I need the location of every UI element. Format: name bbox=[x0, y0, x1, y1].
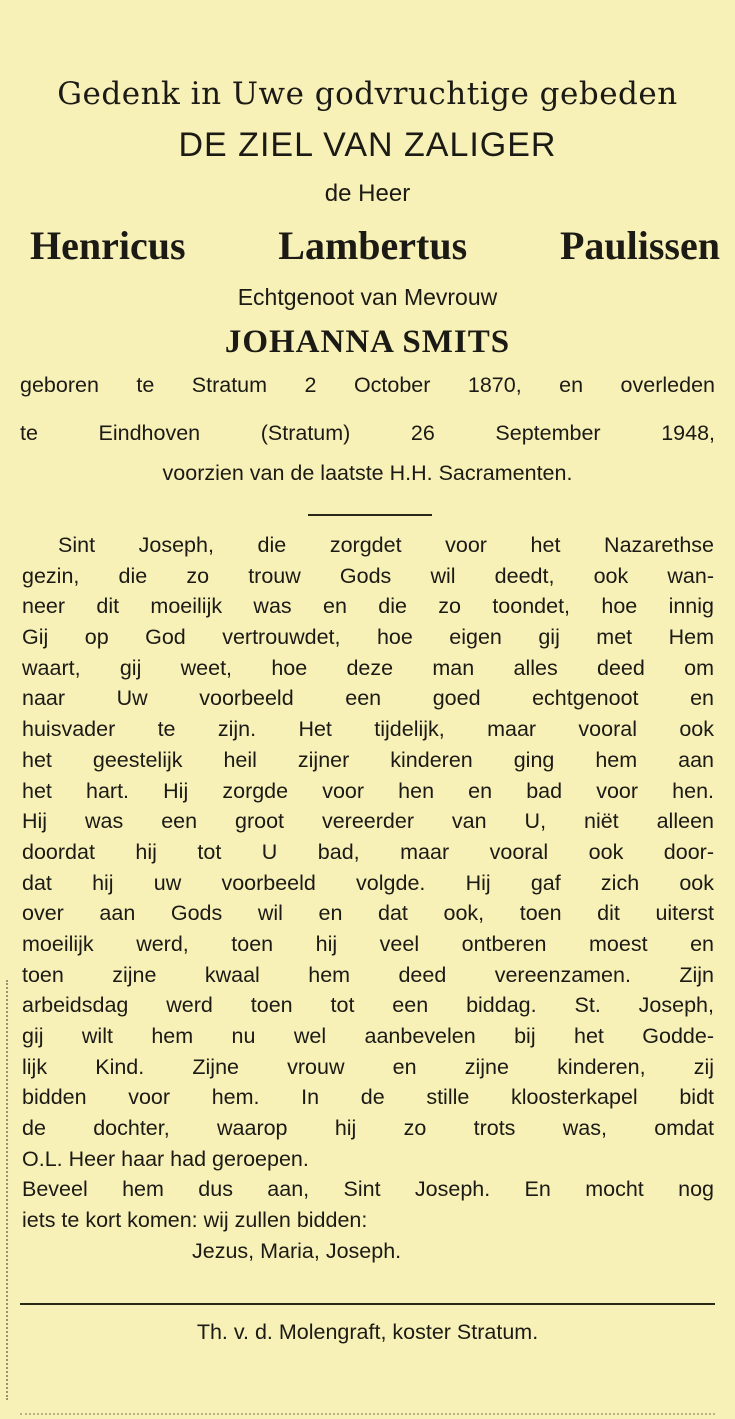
title-de-heer: de Heer bbox=[324, 180, 411, 207]
opening-line: Gedenk in Uwe godvruchtige gebeden bbox=[57, 76, 678, 112]
prayer-line: lijk Kind. Zijne vrouw en zijne kinderen, zij bbox=[22, 1054, 714, 1079]
footer-divider bbox=[20, 1303, 715, 1305]
bio-line-1: geboren te Stratum 2 October 1870, en overleden bbox=[20, 373, 715, 397]
prayer-line: het hart. Hij zorgde voor hen en bad voor hen. bbox=[22, 778, 714, 803]
spouse-name: JOHANNA SMITS bbox=[224, 324, 511, 360]
prayer-line: over aan Gods wil en dat ook, toen dit uiterst bbox=[22, 901, 714, 926]
prayer-line: het geestelijk heil zijner kinderen ging hem aan bbox=[22, 747, 714, 772]
prayer-line: Sint Joseph, die zorgdet voor het Nazarethse bbox=[58, 533, 714, 557]
prayer-closing-line: Jezus, Maria, Joseph. bbox=[192, 1238, 402, 1263]
prayer-line: bidden voor hem. In de stille kloosterkapel bidt bbox=[22, 1085, 714, 1110]
prayer-line: de dochter, waarop hij zo trots was, omdat bbox=[22, 1116, 714, 1141]
bio-line-2: te Eindhoven (Stratum) 26 September 1948, bbox=[20, 421, 715, 445]
printer-credit: Th. v. d. Molengraft, koster Stratum. bbox=[196, 1320, 539, 1344]
prayer-line: huisvader te zijn. Het tijdelijk, maar vooral ook bbox=[22, 717, 714, 742]
prayer-line: arbeidsdag werd toen tot een biddag. St. Joseph, bbox=[22, 993, 714, 1018]
prayer-line: Beveel hem dus aan, Sint Joseph. En mocht nog bbox=[22, 1177, 714, 1202]
prayer-line: waart, gij weet, hoe deze man alles deed om bbox=[22, 655, 714, 680]
card-edge-bottom bbox=[20, 1413, 715, 1415]
prayer-line: Hij was een groot vereerder van U, niët alleen bbox=[22, 809, 714, 834]
bio-line-3: voorzien van de laatste H.H. Sacramenten. bbox=[162, 461, 573, 485]
prayer-line: O.L. Heer haar had geroepen. bbox=[22, 1146, 309, 1171]
prayer-line: naar Uw voorbeeld een goed echtgenoot en bbox=[22, 686, 714, 711]
prayer-line: toen zijne kwaal hem deed vereenzamen. Zijn bbox=[22, 962, 714, 987]
prayer-text bbox=[22, 530, 714, 1267]
section-divider bbox=[308, 514, 432, 516]
prayer-line: neer dit moeilijk was en die zo toondet, hoe innig bbox=[22, 594, 714, 619]
prayer-line: dat hij uw voorbeeld volgde. Hij gaf zich ook bbox=[22, 870, 714, 895]
deceased-name: Henricus Lambertus Paulissen bbox=[30, 223, 720, 268]
prayer-line: gezin, die zo trouw Gods wil deedt, ook wan- bbox=[22, 563, 714, 588]
prayer-line: Gij op God vertrouwdet, hoe eigen gij met Hem bbox=[22, 625, 714, 650]
prayer-line: doordat hij tot U bad, maar vooral ook door- bbox=[22, 839, 714, 864]
soul-heading: DE ZIEL VAN ZALIGER bbox=[178, 126, 557, 164]
prayer-line: iets te kort komen: wij zullen bidden: bbox=[22, 1208, 368, 1233]
prayer-line: gij wilt hem nu wel aanbevelen bij het Godde- bbox=[22, 1024, 714, 1048]
prayer-line: moeilijk werd, toen hij veel ontberen moest en bbox=[22, 931, 714, 956]
spouse-intro: Echtgenoot van Mevrouw bbox=[237, 284, 498, 310]
